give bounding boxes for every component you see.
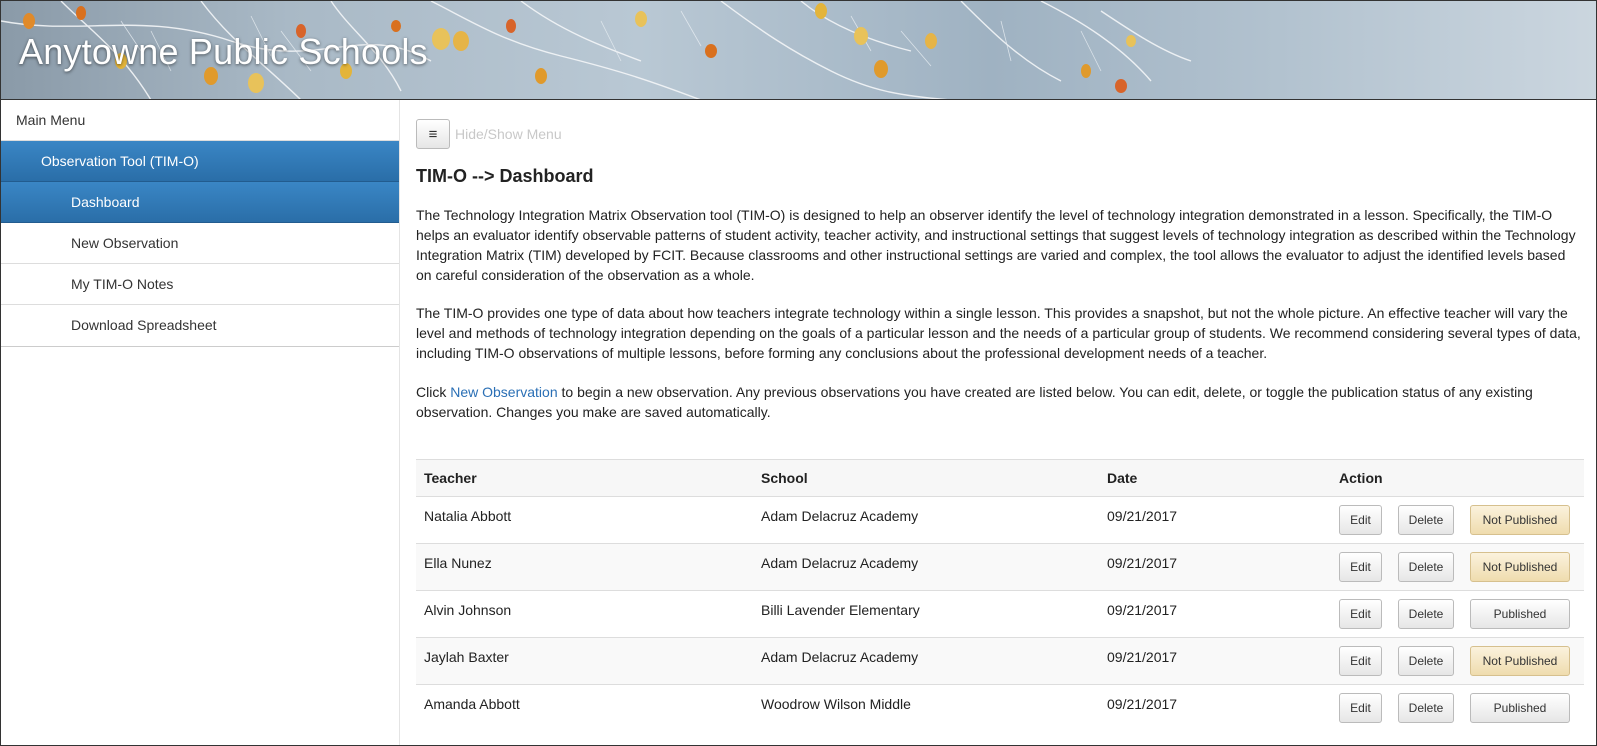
sidebar-item-observation-tool[interactable]: Observation Tool (TIM-O) — [1, 141, 399, 182]
observations-table — [416, 459, 1584, 732]
instructions-paragraph — [416, 382, 1584, 422]
sidebar-item-download-spreadsheet[interactable]: Download Spreadsheet — [71, 317, 217, 333]
table-row — [416, 685, 1584, 732]
publish-toggle-button[interactable]: Not Published — [1470, 552, 1570, 582]
sidebar — [1, 100, 400, 746]
edit-button[interactable]: Edit — [1339, 693, 1382, 723]
data-paragraph: The TIM-O provides one type of data about how teachers integrate technology within a single lesson. This provides a snapshot, but not the whole picture. An effective teacher will vary the level and methods of technology integration depending on the goals of a particular lesson and the needs of a particular group of students. We recommend considering several types of data, including TIM-O observations of multiple lessons, before forming any conclusions about the professional development needs of a teacher. — [416, 305, 1581, 361]
publish-toggle-button[interactable]: Not Published — [1470, 505, 1570, 535]
instructions-prefix: Click — [416, 384, 451, 400]
table-row — [416, 544, 1584, 591]
header-date: Date — [1107, 470, 1138, 486]
header-action: Action — [1339, 470, 1383, 486]
page-title: TIM-O --> Dashboard — [416, 166, 594, 186]
school-cell: Adam Delacruz Academy — [761, 508, 919, 524]
edit-button[interactable]: Edit — [1339, 505, 1382, 535]
action-cell — [1339, 544, 1584, 582]
teacher-cell: Alvin Johnson — [424, 602, 512, 618]
school-cell: Adam Delacruz Academy — [761, 649, 919, 665]
delete-button[interactable]: Delete — [1398, 693, 1454, 723]
header-school: School — [761, 470, 808, 486]
edit-button[interactable]: Edit — [1339, 552, 1382, 582]
teacher-cell: Jaylah Baxter — [424, 649, 509, 665]
sidebar-item-main-menu[interactable]: Main Menu — [1, 100, 399, 141]
sidebar-item-my-notes[interactable]: My TIM-O Notes — [1, 264, 399, 305]
edit-button[interactable]: Edit — [1339, 646, 1382, 676]
header-teacher: Teacher — [424, 470, 477, 486]
action-cell — [1339, 638, 1584, 676]
date-cell: 09/21/2017 — [1107, 555, 1178, 571]
header-banner — [1, 1, 1597, 100]
new-observation-link[interactable]: New Observation — [450, 384, 558, 400]
sidebar-menu — [1, 100, 399, 347]
date-cell: 09/21/2017 — [1107, 508, 1178, 524]
hamburger-icon: ≡ — [428, 125, 438, 143]
school-cell: Adam Delacruz Academy — [761, 555, 919, 571]
publish-toggle-button[interactable]: Published — [1470, 693, 1570, 723]
site-title: Anytowne Public Schools — [19, 31, 428, 72]
delete-button[interactable]: Delete — [1398, 552, 1454, 582]
instructions-suffix: to begin a new observation. Any previous observations you have created are listed below. You can edit, delete, or toggle the publication status of any existing observation. Changes you make are saved automatically. — [416, 384, 1533, 420]
table-row — [416, 591, 1584, 638]
action-cell — [1339, 591, 1584, 629]
school-cell: Woodrow Wilson Middle — [761, 696, 911, 712]
sidebar-item-dashboard[interactable]: Dashboard — [1, 182, 399, 223]
table-header — [416, 459, 1584, 497]
date-cell: 09/21/2017 — [1107, 649, 1178, 665]
menu-toggle-button[interactable] — [416, 119, 450, 149]
action-cell — [1339, 497, 1584, 535]
teacher-cell: Natalia Abbott — [424, 508, 512, 524]
school-cell: Billi Lavender Elementary — [761, 602, 920, 618]
intro-paragraph: The Technology Integration Matrix Observation tool (TIM-O) is designed to help an observer identify the level of technology integration demonstrated in a lesson. Specifically, the TIM-O helps an evaluator identify observable patterns of student activity, teacher activity, and instructional settings that suggest levels of technology integration as described within the Technology Integration Matrix (TIM) developed by FCIT. Because classrooms and other instructional settings are varied and complex, the tool allows the evaluator to adjust the identified levels based on careful consideration of the observation as a whole. — [416, 207, 1576, 283]
date-cell: 09/21/2017 — [1107, 696, 1178, 712]
menu-toggle-label[interactable]: Hide/Show Menu — [455, 126, 562, 142]
date-cell: 09/21/2017 — [1107, 602, 1178, 618]
sidebar-item-new-observation[interactable]: New Observation — [1, 223, 399, 264]
menu-toggle-row — [416, 119, 562, 149]
delete-button[interactable]: Delete — [1398, 646, 1454, 676]
table-row — [416, 638, 1584, 685]
publish-toggle-button[interactable]: Not Published — [1470, 646, 1570, 676]
delete-button[interactable]: Delete — [1398, 505, 1454, 535]
publish-toggle-button[interactable]: Published — [1470, 599, 1570, 629]
table-row — [416, 497, 1584, 544]
edit-button[interactable]: Edit — [1339, 599, 1382, 629]
teacher-cell: Amanda Abbott — [424, 696, 520, 712]
action-cell — [1339, 685, 1584, 723]
teacher-cell: Ella Nunez — [424, 555, 492, 571]
delete-button[interactable]: Delete — [1398, 599, 1454, 629]
